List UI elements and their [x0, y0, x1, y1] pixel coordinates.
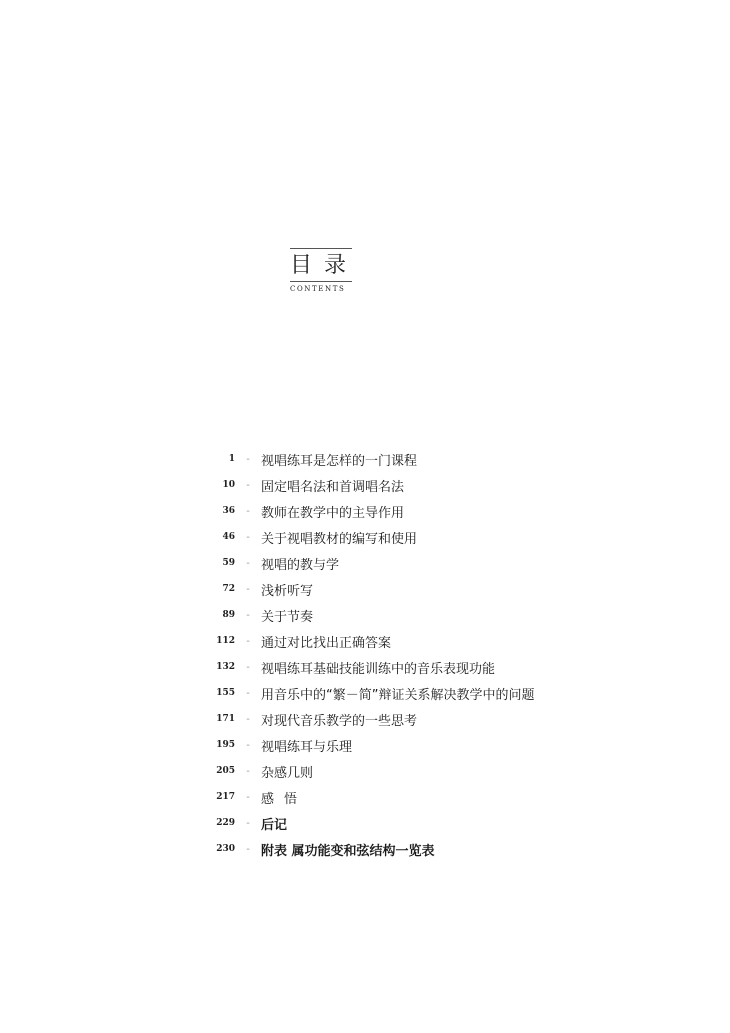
toc-chapter-title[interactable]: 教师在教学中的主导作用 — [261, 505, 405, 521]
toc-entry[interactable] — [0, 732, 730, 758]
toc-chapter-title[interactable]: 用音乐中的“繁－简”辩证关系解决教学中的问题 — [261, 687, 535, 703]
toc-separator: - — [246, 739, 250, 751]
toc-chapter-title[interactable]: 视唱练耳与乐理 — [261, 739, 353, 755]
toc-page-number: 59 — [222, 558, 235, 568]
toc-separator: - — [246, 843, 250, 855]
toc-page-number: 112 — [216, 636, 235, 646]
toc-separator: - — [246, 583, 250, 595]
toc-chapter-title[interactable]: 后记 — [261, 817, 288, 833]
toc-separator: - — [246, 661, 250, 673]
toc-separator: - — [246, 687, 250, 699]
toc-chapter-title[interactable]: 浅析听写 — [261, 583, 314, 599]
toc-entry[interactable] — [0, 810, 730, 836]
toc-chapter-title[interactable]: 附表 属功能变和弦结构一览表 — [261, 843, 435, 859]
toc-page-number: 10 — [222, 480, 235, 490]
toc-page-number: 36 — [222, 506, 235, 516]
toc-entry[interactable] — [0, 550, 730, 576]
toc-separator: - — [246, 453, 250, 465]
toc-page-number: 171 — [216, 714, 235, 724]
toc-entry[interactable] — [0, 576, 730, 602]
toc-entry[interactable] — [0, 472, 730, 498]
toc-page-number: 195 — [216, 740, 235, 750]
toc-entry[interactable] — [0, 524, 730, 550]
toc-entry[interactable] — [0, 758, 730, 784]
page-title: 目录 — [290, 253, 359, 278]
toc-entry[interactable] — [0, 446, 730, 472]
toc-entry[interactable] — [0, 784, 730, 810]
toc-separator: - — [246, 713, 250, 725]
toc-entry[interactable] — [0, 706, 730, 732]
toc-separator: - — [246, 817, 250, 829]
toc-chapter-title[interactable]: 关于视唱教材的编写和使用 — [261, 531, 418, 547]
toc-separator: - — [246, 557, 250, 569]
toc-separator: - — [246, 765, 250, 777]
toc-separator: - — [246, 479, 250, 491]
table-of-contents — [0, 446, 730, 862]
toc-separator: - — [246, 791, 250, 803]
toc-page-number: 46 — [222, 532, 235, 542]
toc-page-number: 1 — [228, 454, 235, 464]
toc-chapter-title[interactable]: 通过对比找出正确答案 — [261, 635, 392, 651]
toc-entry[interactable] — [0, 680, 730, 706]
toc-separator: - — [246, 635, 250, 647]
toc-chapter-title[interactable]: 视唱练耳基础技能训练中的音乐表现功能 — [261, 661, 496, 677]
toc-chapter-title[interactable]: 杂感几则 — [261, 765, 314, 781]
toc-page-number: 217 — [216, 792, 235, 802]
toc-chapter-title[interactable]: 视唱练耳是怎样的一门课程 — [261, 453, 418, 469]
toc-page-number: 89 — [222, 610, 235, 620]
toc-separator: - — [246, 609, 250, 621]
toc-heading — [290, 248, 359, 293]
toc-separator: - — [246, 505, 250, 517]
toc-separator: - — [246, 531, 250, 543]
toc-chapter-title[interactable]: 视唱的教与学 — [261, 557, 340, 573]
toc-page-number: 132 — [216, 662, 235, 672]
toc-page-number: 155 — [216, 688, 235, 698]
toc-page-number: 230 — [216, 844, 235, 854]
toc-chapter-title[interactable]: 对现代音乐教学的一些思考 — [261, 713, 418, 729]
heading-rule-middle — [290, 281, 352, 282]
toc-chapter-title[interactable]: 固定唱名法和首调唱名法 — [261, 479, 405, 495]
page-subtitle: CONTENTS — [290, 285, 346, 293]
toc-page-number: 72 — [222, 584, 235, 594]
toc-chapter-title[interactable]: 关于节奏 — [261, 609, 314, 625]
toc-entry[interactable] — [0, 836, 730, 862]
toc-chapter-title[interactable]: 感悟 — [261, 791, 308, 807]
toc-entry[interactable] — [0, 498, 730, 524]
heading-rule-top — [290, 248, 352, 249]
toc-page-number: 229 — [216, 818, 235, 828]
toc-entry[interactable] — [0, 628, 730, 654]
toc-entry[interactable] — [0, 602, 730, 628]
toc-entry[interactable] — [0, 654, 730, 680]
toc-page-number: 205 — [216, 766, 235, 776]
